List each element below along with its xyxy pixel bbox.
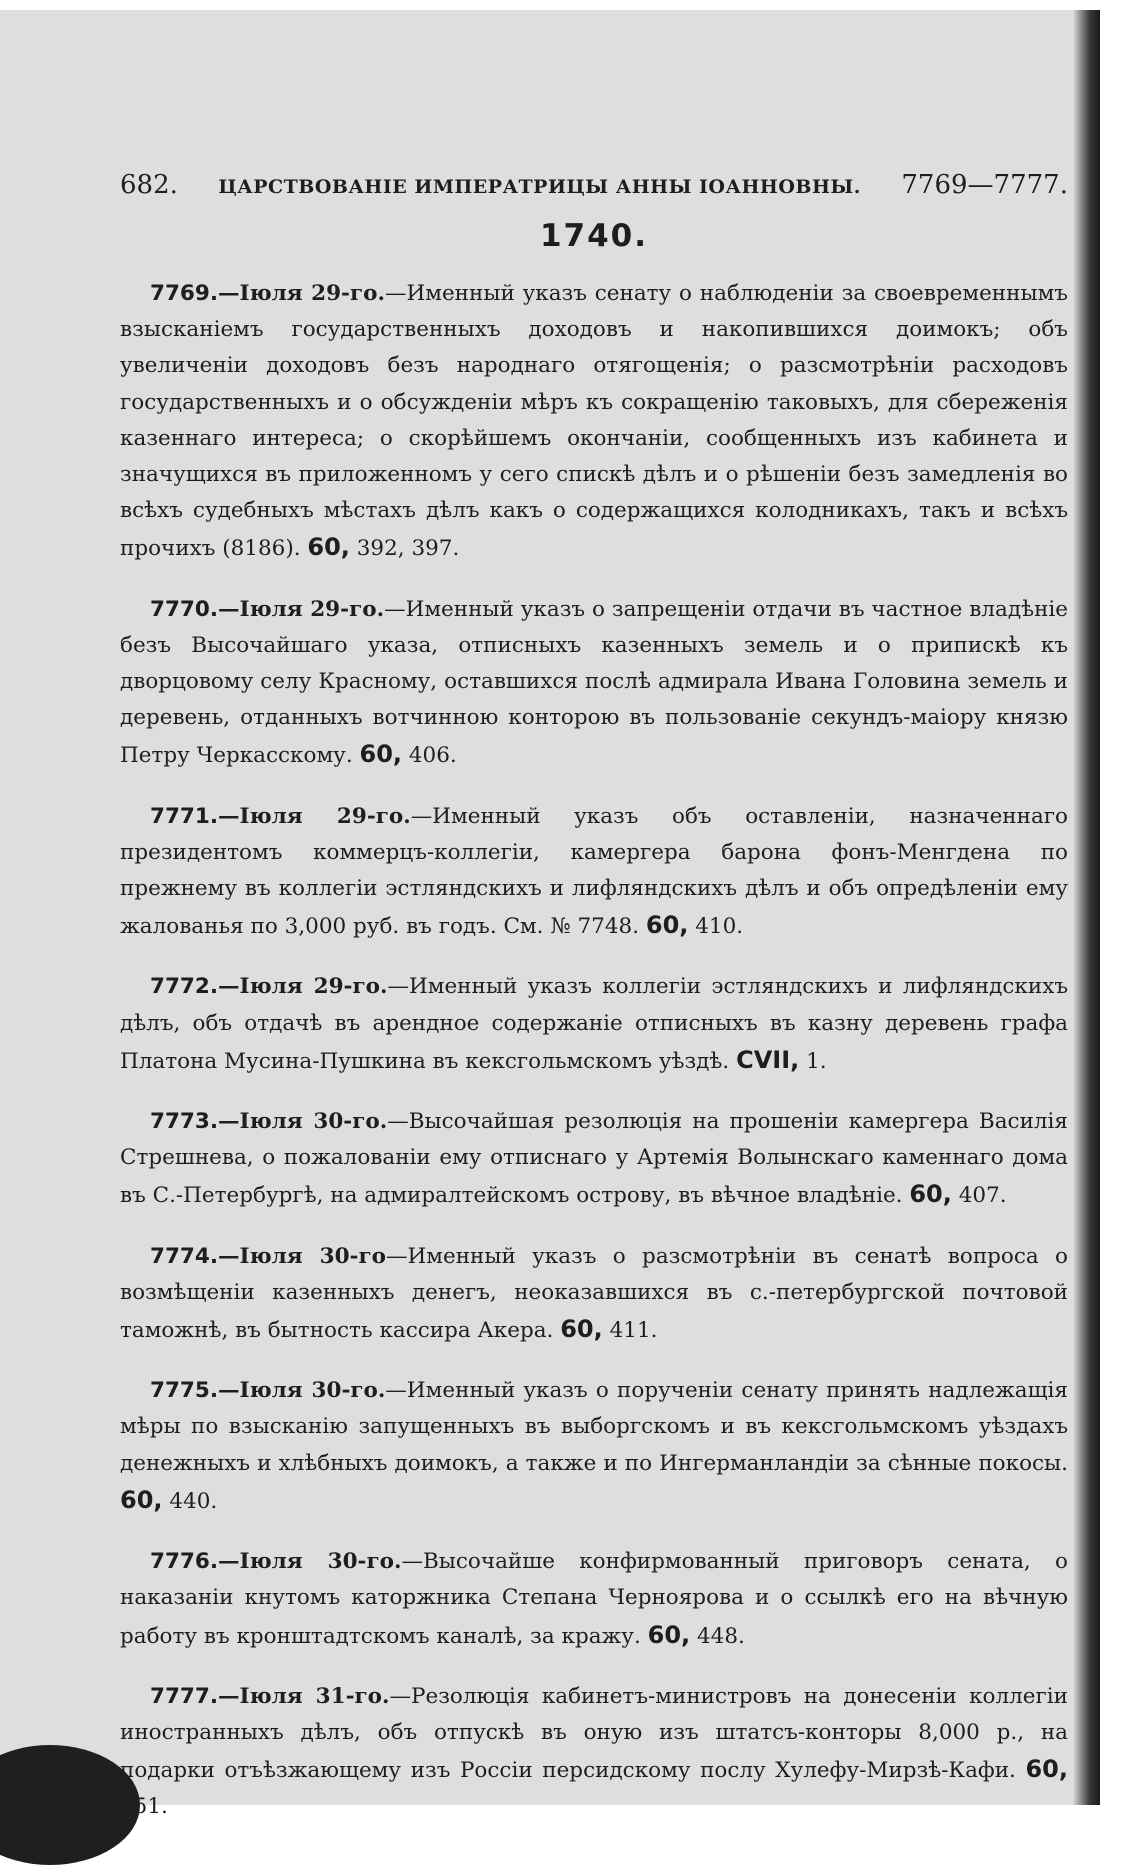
year-heading: 1740. [539, 218, 649, 254]
entry-page-ref: 411. [602, 1318, 658, 1344]
page-body [120, 170, 1068, 1850]
entry [120, 799, 1068, 946]
entry-page-ref: 451. [120, 1794, 168, 1820]
page-number: 682. [120, 170, 178, 200]
entry-date: —Іюля 29-го. [218, 281, 385, 306]
entry-volume-ref: CVII, [736, 1045, 800, 1074]
entry-page-ref: 440. [162, 1488, 218, 1514]
entry-date: —Іюля 30-го. [218, 1378, 386, 1404]
entry-text: —Именный указъ о запрещеніи отдачи въ частное владѣніе безъ Высочайшаго указа, отписныхъ казенныхъ земель и о припискѣ къ дворцовому селу Красному, оставшихся послѣ адмирала Ивана Головина земель и деревень, отданныхъ вотчинною конторою въ пользованіе секундъ-маіору князю Петру Черкасскому. [120, 596, 1068, 769]
entry-page-ref: 407. [951, 1183, 1007, 1209]
entry-range: 7769—7777. [901, 170, 1068, 200]
entry-page-ref: 392, 397. [349, 536, 460, 562]
entry-text: —Именный указъ сенату о наблюденіи за своевременнымъ взысканіемъ государственныхъ доходовъ и накопившихся доимокъ; объ увеличеніи доходовъ безъ народнаго отягощенія; о разсмотрѣніи расходовъ государственныхъ и о обсужденіи мѣръ къ сокращенію таковыхъ, для сбереженія казеннаго интереса; о скорѣйшемъ окончаніи, сообщенныхъ изъ кабинета и значущихся въ приложенномъ у сего спискѣ дѣлъ и о рѣшеніи безъ замедленія во всѣхъ судебныхъ мѣстахъ дѣлъ какъ о содержащихся колодникахъ, такъ и всѣхъ прочихъ (8186). [120, 281, 1068, 562]
entry [120, 1104, 1068, 1215]
entry-volume-ref: 60, [120, 1485, 163, 1514]
entry-page-ref: 448. [690, 1623, 745, 1649]
entry-volume-ref: 60, [647, 1620, 691, 1649]
entry-text: —Высочайше конфирмованный приговоръ сената, о наказаніи кнутомъ каторжника Степана Черноярова и о ссылкѣ его на вѣчную работу въ кронштадтскомъ каналѣ, за кражу. [120, 1549, 1068, 1649]
entry-text: —Именный указъ о порученіи сенату принять надлежащія мѣры по взысканію запущенныхъ въ выборгскомъ и въ кексгольмскомъ уѣздахъ денежныхъ и хлѣбныхъ доимокъ, а также и по Ингерманландіи за сѣнные покосы. [120, 1378, 1068, 1476]
entry-text: —Резолюція кабинетъ-министровъ на донесеніи коллегіи иностранныхъ дѣлъ, объ отпускѣ въ оную изъ штатсъ-конторы 8,000 р., на подарки отъѣзжающему изъ Россіи персидскому послу Хулефу-Мирзѣ-Кафи. [120, 1683, 1068, 1784]
entry-number: 7774. [150, 1243, 219, 1269]
entry-volume-ref: 60, [1025, 1755, 1068, 1784]
scan-artifact [0, 1745, 140, 1865]
entry [120, 1679, 1068, 1826]
entry-volume-ref: 60, [307, 533, 350, 562]
entry-number: 7769. [150, 281, 219, 306]
entry [120, 592, 1068, 775]
entry-date: —Іюля 31-го. [218, 1683, 390, 1709]
entry-volume-ref: 60, [909, 1180, 952, 1209]
entry [120, 969, 1068, 1080]
entry-date: —Іюля 30-го [218, 1243, 387, 1269]
entry-number: 7775. [150, 1378, 219, 1404]
entry-text: —Именный указъ коллегіи эстляндскихъ и лифляндскихъ дѣлъ, объ отдачѣ въ арендное содержаніе отписныхъ въ казну деревень графа Платона Мусина-Пушкина въ кексгольмскомъ уѣздѣ. [120, 974, 1068, 1074]
running-title: ЦАРСТВОВАНІЕ ИМПЕРАТРИЦЫ АННЫ ІОАННОВНЫ. [218, 176, 861, 198]
entry-volume-ref: 60, [359, 740, 403, 769]
entry-date: —Іюля 30-го. [218, 1109, 388, 1135]
entry-volume-ref: 60, [645, 911, 689, 940]
entry-text: —Высочайшая резолюція на прошеніи камергера Василія Стрешнева, о пожалованіи ему отписнаго у Артемія Волынскаго каменнаго дома въ С.-Петербургѣ, на адмиралтейскомъ острову, въ вѣчное владѣніе. [120, 1109, 1068, 1209]
entry-text: —Именный указъ о разсмотрѣніи въ сенатѣ вопроса о возмѣщеніи казенныхъ денегъ, неоказавшихся въ с.-петербургской почтовой таможнѣ, въ бытность кассира Акера. [120, 1243, 1068, 1344]
entry-number: 7776. [150, 1549, 219, 1575]
entry-page-ref: 406. [402, 743, 457, 769]
entry-page-ref: 410. [688, 914, 744, 940]
entry-date: —Іюля 30-го. [218, 1549, 402, 1575]
entry-number: 7773. [150, 1109, 219, 1135]
entry [120, 1373, 1068, 1520]
entry [120, 1544, 1068, 1655]
page-edge-shadow [1074, 10, 1100, 1805]
entries-list [120, 276, 1068, 1826]
scanned-page [0, 10, 1100, 1820]
running-header [120, 170, 1068, 200]
entry [120, 276, 1068, 568]
entry-date: —Іюля 29-го. [218, 974, 388, 1000]
entry [120, 1239, 1068, 1350]
entry-number: 7770. [150, 596, 219, 622]
entry-date: —Іюля 29-го. [218, 803, 411, 829]
entry-volume-ref: 60, [560, 1315, 603, 1344]
entry-number: 7771. [150, 803, 219, 829]
entry-number: 7772. [150, 974, 219, 1000]
entry-text: —Именный указъ объ оставленіи, назначеннаго президентомъ коммерцъ-коллегіи, камергера барона фонъ-Менгдена по прежнему въ коллегіи эстляндскихъ и лифляндскихъ дѣлъ и объ опредѣленіи ему жалованья по 3,000 руб. въ годъ. См. № 7748. [120, 803, 1068, 940]
entry-number: 7777. [150, 1683, 219, 1709]
entry-date: —Іюля 29-го. [218, 596, 385, 622]
entry-page-ref: 1. [799, 1048, 827, 1074]
